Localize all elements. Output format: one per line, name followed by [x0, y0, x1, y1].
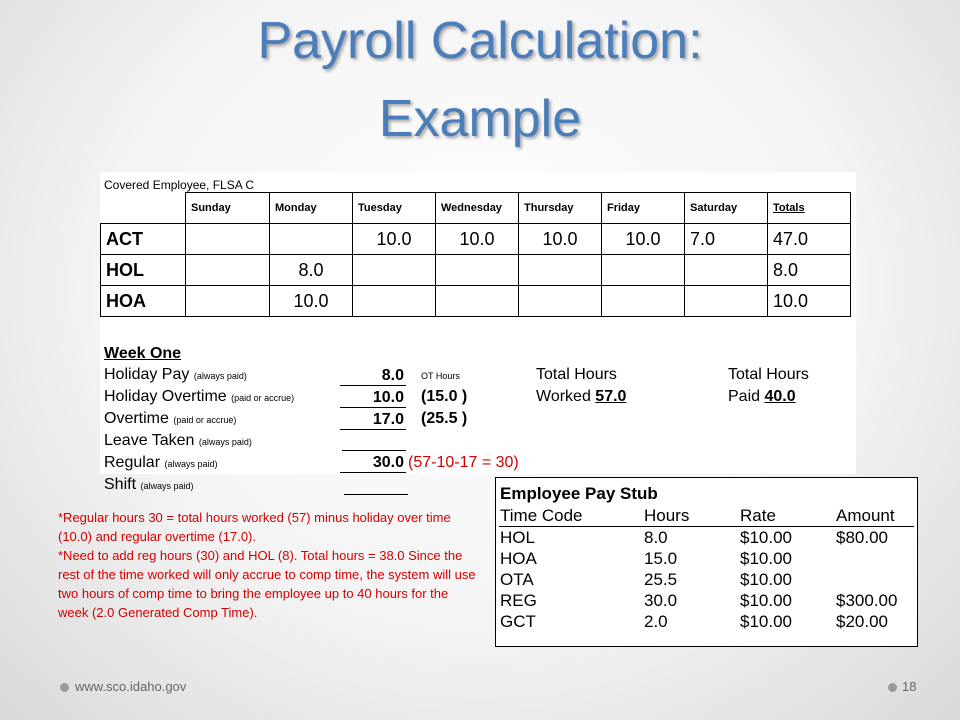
line-leave-taken [104, 432, 252, 450]
table-cell: 10.0 [436, 224, 519, 255]
timesheet-table [100, 192, 851, 317]
stub-cell: $10.00 [740, 591, 792, 610]
line-holiday-overtime [104, 388, 294, 406]
regular-value: 30.0 [340, 453, 406, 473]
stub-cell: HOL [500, 528, 535, 547]
stub-cell: $80.00 [836, 528, 888, 547]
table-header-cell: Totals [768, 193, 851, 224]
table-row [101, 224, 851, 255]
table-cell [186, 255, 270, 286]
line-note: (always paid) [198, 437, 252, 447]
line-shift [104, 476, 194, 494]
stub-cell: GCT [500, 612, 536, 631]
calculation-notes [58, 508, 478, 622]
table-cell: 8.0 [768, 255, 851, 286]
line-label: Overtime [104, 410, 169, 427]
holiday-pay-value: 8.0 [340, 366, 406, 386]
footer-bullet-right [888, 683, 897, 692]
timesheet-caption: Covered Employee, FLSA C [104, 178, 255, 192]
stub-cell: 2.0 [644, 612, 668, 631]
table-header-cell [101, 193, 186, 224]
stub-header-cell: Rate [740, 506, 776, 525]
week-heading: Week One [104, 345, 182, 362]
stub-cell: $300.00 [836, 591, 898, 610]
line-label: Holiday Overtime [104, 388, 227, 405]
line-regular [104, 454, 218, 472]
pay-stub-header [496, 506, 917, 527]
stub-cell: $10.00 [740, 570, 792, 589]
page-title-line-2: Example [378, 90, 582, 148]
pay-stub-title: Employee Pay Stub [500, 484, 658, 503]
stub-cell: $10.00 [740, 612, 792, 631]
total-paid-title: Total Hours [728, 366, 809, 383]
stub-header-divider [499, 526, 914, 527]
table-cell [519, 255, 602, 286]
table-row [101, 286, 851, 317]
footer-url[interactable]: www.sco.idaho.gov [75, 679, 187, 694]
table-header-cell: Wednesday [436, 193, 519, 224]
table-cell: 10.0 [602, 224, 685, 255]
leave-taken-blank [342, 432, 406, 451]
table-cell [270, 224, 353, 255]
paid-value: 40.0 [764, 388, 796, 405]
table-cell [353, 286, 436, 317]
stub-cell: 30.0 [644, 591, 678, 610]
line-label: Shift [104, 476, 137, 493]
worked-value: 57.0 [595, 388, 627, 405]
table-cell [602, 286, 685, 317]
regular-calculation: (57-10-17 = 30) [408, 454, 519, 471]
stub-cell: 15.0 [644, 549, 678, 568]
page-title-line-1: Payroll Calculation: [257, 12, 703, 70]
table-cell: 7.0 [685, 224, 768, 255]
table-cell [685, 286, 768, 317]
table-header-row [101, 193, 851, 224]
stub-cell: OTA [500, 570, 534, 589]
pay-stub-row [496, 570, 917, 591]
note-regular-hours: *Regular hours 30 = total hours worked (57) minus holiday over time (10.0) and regular overtime (17.0). [58, 510, 451, 544]
table-header-cell: Monday [270, 193, 353, 224]
paid-label: Paid [728, 388, 761, 405]
line-note: (always paid) [140, 481, 194, 491]
total-worked-title: Total Hours [536, 366, 617, 383]
note-comp-time: *Need to add reg hours (30) and HOL (8). Total hours = 38.0 Since the rest of the time worked will only accrue to comp time, the system will use two hours of comp time to bring the employee up to 40 hours for the week (2.0 Generated Comp Time). [58, 548, 476, 620]
total-paid [728, 388, 796, 406]
pay-stub-row [496, 612, 917, 633]
ot-value-2: (25.5 ) [421, 410, 468, 427]
line-note: (always paid) [164, 459, 218, 469]
shift-blank [344, 476, 408, 495]
timesheet-panel [100, 172, 856, 474]
table-header-cell: Sunday [186, 193, 270, 224]
line-label: Leave Taken [104, 432, 195, 449]
stub-header-cell: Amount [836, 506, 895, 525]
table-header-cell: Friday [602, 193, 685, 224]
worked-label: Worked [536, 388, 591, 405]
table-cell [186, 224, 270, 255]
total-worked [536, 388, 626, 406]
overtime-value: 17.0 [340, 410, 406, 430]
row-label: HOA [101, 286, 186, 317]
stub-header-cell: Hours [644, 506, 690, 525]
line-overtime [104, 410, 236, 428]
line-note: (paid or accrue) [231, 393, 295, 403]
table-cell: 10.0 [519, 224, 602, 255]
pay-stub-row [496, 528, 917, 549]
footer-bullet-left [60, 683, 69, 692]
page-number: 18 [902, 679, 917, 694]
table-cell [602, 255, 685, 286]
line-note: (always paid) [193, 371, 247, 381]
stub-cell: REG [500, 591, 537, 610]
stub-cell: HOA [500, 549, 537, 568]
table-cell: 47.0 [768, 224, 851, 255]
table-cell: 10.0 [270, 286, 353, 317]
stub-header-cell: Time Code [500, 506, 583, 525]
table-cell: 10.0 [768, 286, 851, 317]
table-cell [436, 255, 519, 286]
table-cell [685, 255, 768, 286]
stub-cell: 25.5 [644, 570, 678, 589]
line-label: Regular [104, 454, 161, 471]
stub-cell: $20.00 [836, 612, 888, 631]
ot-hours-label: OT Hours [421, 371, 460, 381]
table-header-cell: Tuesday [353, 193, 436, 224]
row-label: HOL [101, 255, 186, 286]
holiday-overtime-value: 10.0 [340, 388, 406, 408]
line-note: (paid or accrue) [173, 415, 237, 425]
table-row [101, 255, 851, 286]
ot-value-1: (15.0 ) [421, 388, 468, 405]
stub-cell: $10.00 [740, 528, 792, 547]
table-header-cell: Thursday [519, 193, 602, 224]
line-holiday-pay [104, 366, 247, 384]
pay-stub-row [496, 549, 917, 570]
stub-cell: 8.0 [644, 528, 668, 547]
table-cell: 8.0 [270, 255, 353, 286]
line-label: Holiday Pay [104, 366, 190, 383]
table-cell: 10.0 [353, 224, 436, 255]
table-cell [186, 286, 270, 317]
table-cell [436, 286, 519, 317]
row-label: ACT [101, 224, 186, 255]
pay-stub [495, 477, 918, 647]
table-cell [353, 255, 436, 286]
table-cell [519, 286, 602, 317]
pay-stub-row [496, 591, 917, 612]
stub-cell: $10.00 [740, 549, 792, 568]
table-header-cell: Saturday [685, 193, 768, 224]
